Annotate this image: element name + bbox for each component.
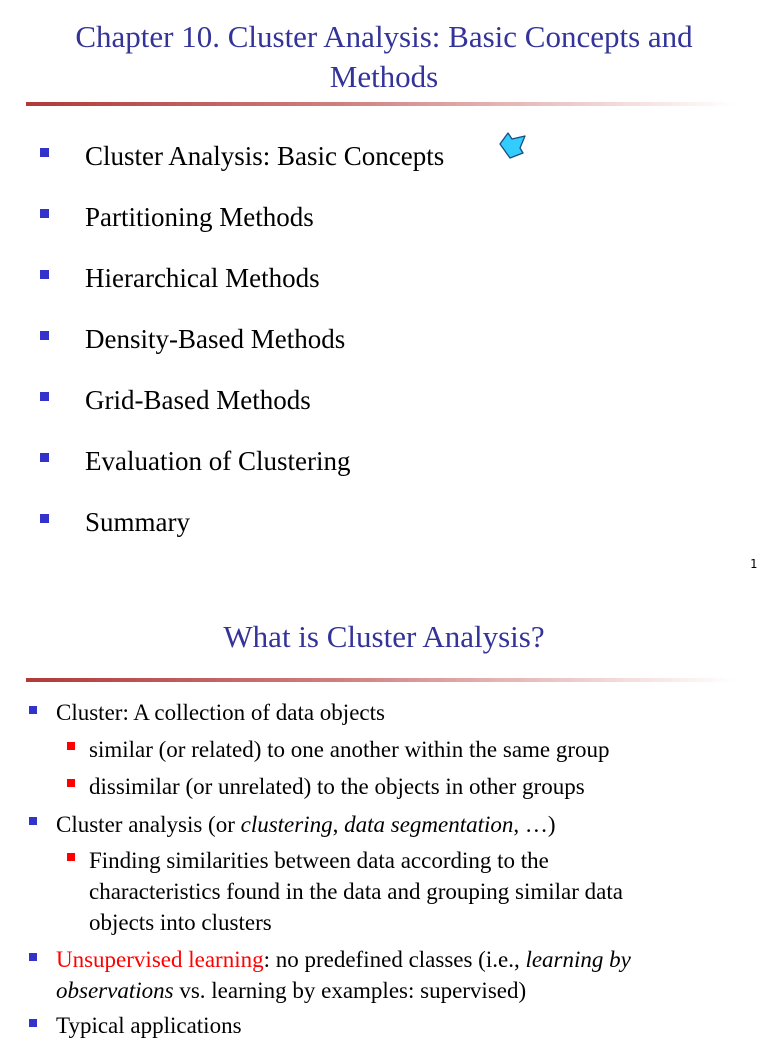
bullet-square-icon [40, 331, 49, 340]
bullet-typical-applications: Typical applications [56, 1013, 242, 1038]
outline-item-label: Summary [85, 507, 190, 537]
sub-bullet-square-icon [67, 742, 75, 750]
sub-bullet-dissimilar: dissimilar (or unrelated) to the objects in other groups [89, 774, 585, 799]
text-span-red: Unsupervised learning [56, 947, 264, 972]
sub-bullet-finding-line2: characteristics found in the data and grouping similar data [89, 879, 623, 904]
text-span: , [332, 812, 345, 837]
bullet-unsupervised-line2 [56, 975, 526, 1006]
slide1-title [30, 17, 738, 97]
slide1-title-line2: Methods [329, 59, 439, 94]
sub-bullet-finding-line3: objects into clusters [89, 910, 272, 935]
text-span-italic: data segmentation [344, 812, 514, 837]
slide1-title-divider [26, 102, 736, 106]
bullet-unsupervised-line1 [56, 944, 631, 975]
text-span: vs. learning by examples: supervised) [173, 978, 527, 1003]
flag-icon [498, 130, 528, 162]
outline-item-label: Hierarchical Methods [85, 263, 320, 293]
sub-bullet-finding-line1: Finding similarities between data according to the [89, 848, 549, 873]
bullet-square-icon [40, 514, 49, 523]
text-span-italic: learning by [525, 947, 631, 972]
bullet-square-icon [40, 148, 49, 157]
bullet-cluster-definition: Cluster: A collection of data objects [56, 700, 385, 725]
bullet-square-icon [29, 953, 37, 961]
text-span-italic: clustering [240, 812, 333, 837]
text-span: , …) [513, 812, 556, 837]
page-number: 1 [750, 557, 758, 571]
outline-item-label: Partitioning Methods [85, 202, 314, 232]
slide2-title-divider [26, 678, 736, 682]
slide1-title-line1: Chapter 10. Cluster Analysis: Basic Concepts and [75, 19, 693, 54]
sub-bullet-square-icon [67, 779, 75, 787]
bullet-square-icon [40, 392, 49, 401]
sub-bullet-similar: similar (or related) to one another within the same group [89, 737, 610, 762]
text-span: : no predefined classes (i.e., [263, 947, 526, 972]
bullet-cluster-analysis [56, 809, 556, 840]
outline-item-label: Density-Based Methods [85, 324, 346, 354]
text-span: Cluster analysis (or [56, 812, 241, 837]
bullet-square-icon [29, 1019, 37, 1027]
bullet-square-icon [40, 209, 49, 218]
bullet-square-icon [40, 270, 49, 279]
slide2-title: What is Cluster Analysis? [223, 619, 545, 654]
bullet-square-icon [40, 453, 49, 462]
outline-item-label: Grid-Based Methods [85, 385, 311, 415]
bullet-square-icon [29, 706, 37, 714]
outline-item-label: Cluster Analysis: Basic Concepts [85, 141, 445, 171]
bullet-square-icon [29, 817, 37, 825]
outline-item-label: Evaluation of Clustering [85, 446, 351, 476]
sub-bullet-square-icon [67, 853, 75, 861]
text-span-italic: observations [56, 978, 174, 1003]
